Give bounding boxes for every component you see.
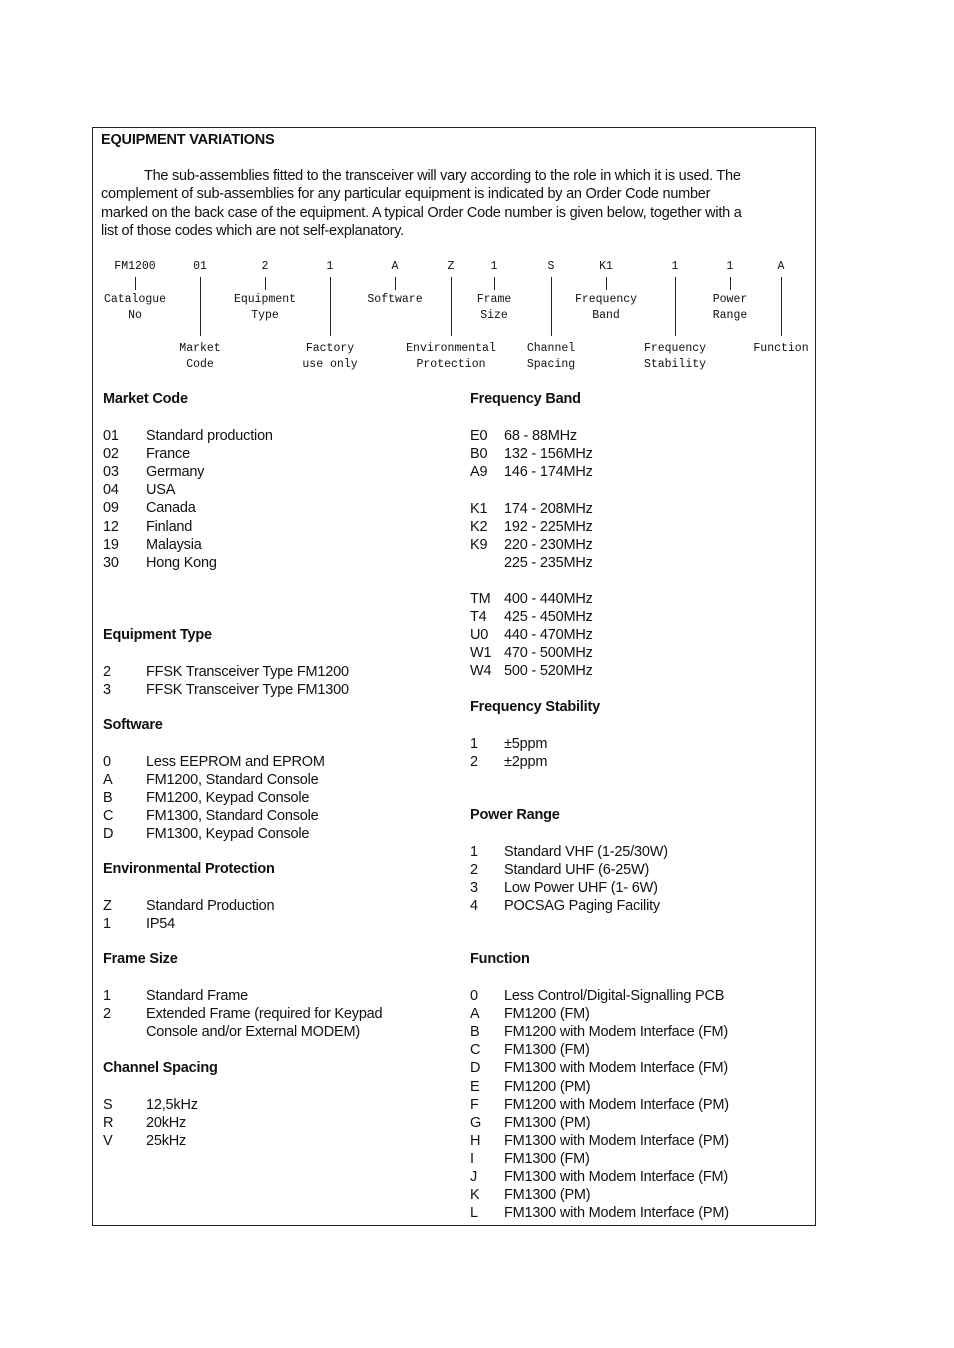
item-description: Extended Frame (required for Keypad: [146, 1006, 383, 1023]
item-description: POCSAG Paging Facility: [504, 898, 660, 915]
order-code-segment: FM1200: [114, 260, 156, 273]
item-description: Standard UHF (6-25W): [504, 862, 650, 879]
item-code: W4: [470, 663, 492, 679]
order-code-segment: 1: [671, 260, 679, 273]
section-heading: Power Range: [470, 807, 560, 823]
order-code-label: Spacing: [526, 358, 576, 371]
item-description: USA: [146, 482, 176, 499]
order-code-segment: 1: [726, 260, 734, 273]
item-description: 440 - 470MHz: [504, 627, 593, 643]
order-code-segment: 1: [326, 260, 334, 273]
order-code-label: Protection: [416, 358, 486, 371]
order-code-label: Factory: [305, 342, 355, 355]
item-code: D: [470, 1060, 481, 1077]
order-code-segment: 2: [261, 260, 269, 273]
item-code: 03: [103, 464, 119, 481]
connector-line: [451, 277, 452, 336]
item-code: 12: [103, 518, 119, 535]
item-description: IP54: [146, 916, 176, 933]
item-code: 2: [470, 754, 478, 771]
item-code: R: [103, 1115, 114, 1132]
order-code-label: Code: [186, 358, 214, 371]
order-code-segment: 01: [193, 260, 207, 273]
item-code: 3: [470, 880, 478, 897]
item-description: ±5ppm: [504, 736, 548, 752]
item-code: A: [470, 1006, 480, 1023]
item-code: 04: [103, 482, 119, 499]
item-code: S: [103, 1097, 113, 1113]
item-code: J: [470, 1169, 478, 1185]
item-code: Z: [103, 898, 112, 914]
item-description: FM1200, Standard Console: [146, 772, 319, 789]
section-heading: Frequency Stability: [470, 699, 600, 715]
connector-line: [551, 277, 552, 336]
item-description: FM1200 (FM): [504, 1006, 590, 1023]
order-code-label: Software: [367, 293, 423, 306]
item-description: FM1200 with Modem Interface (PM): [504, 1096, 729, 1113]
item-description: FM1300 with Modem Interface (FM): [504, 1060, 729, 1077]
item-description: FM1300 with Modem Interface (PM): [504, 1205, 729, 1222]
item-description: 192 - 225MHz: [504, 518, 593, 535]
order-code-label: Market: [179, 342, 221, 355]
section-heading: Market Code: [103, 391, 188, 407]
order-code-segment: A: [777, 260, 785, 273]
item-description: 470 - 500MHz: [504, 645, 593, 661]
connector-line: [494, 277, 495, 290]
item-code: T4: [470, 609, 487, 625]
item-description: FM1200 with Modem Interface (FM): [504, 1024, 729, 1041]
order-code-segment: K1: [599, 260, 613, 273]
item-code: 4: [470, 898, 478, 915]
section-heading: Function: [470, 951, 530, 967]
connector-line: [135, 277, 136, 290]
section-heading: Frequency Band: [470, 391, 581, 407]
item-description: FFSK Transceiver Type FM1200: [146, 664, 349, 680]
item-code: B: [103, 790, 113, 807]
item-description: 12,5kHz: [146, 1097, 198, 1113]
item-code: D: [103, 826, 114, 843]
section-heading: Equipment Type: [103, 627, 212, 643]
order-code-label: use only: [302, 358, 358, 371]
item-code: 0: [103, 754, 111, 770]
item-description: Malaysia: [146, 536, 202, 553]
item-code: 1: [470, 736, 478, 752]
item-description: 400 - 440MHz: [504, 591, 593, 607]
item-description: 132 - 156MHz: [504, 446, 593, 462]
item-description: FM1300 (PM): [504, 1187, 591, 1204]
item-description: 25kHz: [146, 1133, 187, 1150]
item-code: 09: [103, 500, 119, 517]
item-description: Low Power UHF (1- 6W): [504, 880, 658, 897]
order-code-label: Channel: [526, 342, 576, 355]
item-description: Standard Frame: [146, 988, 248, 1004]
order-code-label: Type: [251, 309, 279, 322]
item-code: K1: [470, 500, 488, 517]
item-description: FM1200, Keypad Console: [146, 790, 310, 807]
section-heading: Software: [103, 717, 163, 733]
item-code: C: [103, 808, 114, 825]
intro-paragraph: [101, 167, 807, 240]
item-description: 146 - 174MHz: [504, 464, 593, 480]
order-code-label: Range: [712, 309, 748, 322]
item-description: Console and/or External MODEM): [146, 1024, 360, 1041]
item-code: TM: [470, 591, 491, 607]
intro-line: list of those codes which are not self-explanatory.: [101, 222, 404, 239]
order-code-segment: S: [547, 260, 555, 273]
item-description: 174 - 208MHz: [504, 500, 593, 517]
order-code-label: Environmental: [406, 342, 496, 355]
item-description: FM1300 (FM): [504, 1042, 590, 1059]
item-code: W1: [470, 645, 492, 661]
section-heading: Frame Size: [103, 951, 178, 967]
item-code: 2: [103, 1006, 111, 1023]
order-code-label: No: [128, 309, 142, 322]
item-code: G: [470, 1114, 482, 1131]
item-description: FM1300 with Modem Interface (PM): [504, 1132, 729, 1149]
item-code: 01: [103, 428, 119, 444]
item-code: I: [470, 1150, 474, 1167]
connector-line: [675, 277, 676, 336]
item-description: FM1300, Standard Console: [146, 808, 319, 825]
item-description: Hong Kong: [146, 554, 217, 571]
item-description: Standard VHF (1-25/30W): [504, 844, 668, 860]
item-code: 02: [103, 446, 119, 463]
item-description: France: [146, 446, 190, 463]
item-description: 225 - 235MHz: [504, 555, 593, 571]
order-code-label: Frequency: [643, 342, 707, 355]
connector-line: [395, 277, 396, 290]
item-description: ±2ppm: [504, 754, 548, 771]
item-code: 1: [470, 844, 478, 860]
item-code: H: [470, 1132, 481, 1149]
item-description: 220 - 230MHz: [504, 537, 593, 553]
section-heading: Channel Spacing: [103, 1060, 218, 1076]
item-code: F: [470, 1096, 479, 1113]
item-code: 2: [103, 664, 111, 680]
item-description: Standard production: [146, 428, 273, 444]
item-code: 0: [470, 988, 478, 1004]
order-code-label: Size: [480, 309, 508, 322]
item-code: B: [470, 1024, 480, 1041]
item-code: A: [103, 772, 113, 789]
order-code-label: Frequency: [574, 293, 638, 306]
item-description: 20kHz: [146, 1115, 187, 1132]
item-description: Canada: [146, 500, 196, 517]
item-description: FM1300 (FM): [504, 1150, 590, 1167]
item-code: K: [470, 1187, 480, 1204]
item-description: 500 - 520MHz: [504, 663, 593, 679]
item-code: 1: [103, 916, 111, 933]
item-code: K2: [470, 518, 488, 535]
item-description: Standard Production: [146, 898, 275, 914]
page-title: EQUIPMENT VARIATIONS: [101, 132, 275, 148]
item-code: E: [470, 1078, 480, 1095]
connector-line: [781, 277, 782, 336]
item-description: FM1200 (PM): [504, 1078, 591, 1095]
item-description: 425 - 450MHz: [504, 609, 593, 625]
item-code: K9: [470, 537, 488, 553]
connector-line: [330, 277, 331, 336]
item-code: 30: [103, 554, 119, 571]
item-code: 3: [103, 682, 111, 699]
item-code: E0: [470, 428, 488, 444]
item-description: FM1300, Keypad Console: [146, 826, 310, 843]
item-code: 1: [103, 988, 111, 1004]
order-code-segment: Z: [447, 260, 455, 273]
intro-line: The sub-assemblies fitted to the transceiver will vary according to the role in which it is used. The: [144, 168, 741, 184]
order-code-label: Function: [753, 342, 809, 355]
item-description: Finland: [146, 518, 193, 535]
section-heading: Environmental Protection: [103, 861, 275, 877]
item-description: Less EEPROM and EPROM: [146, 754, 325, 770]
item-code: U0: [470, 627, 489, 643]
item-description: Germany: [146, 464, 205, 481]
item-description: FM1300 with Modem Interface (FM): [504, 1169, 729, 1185]
item-code: B0: [470, 446, 488, 462]
item-description: Less Control/Digital-Signalling PCB: [504, 988, 725, 1004]
order-code-segment: 1: [490, 260, 498, 273]
intro-line: complement of sub-assemblies for any particular equipment is indicated by an Order Code number: [101, 186, 711, 203]
item-code: 2: [470, 862, 478, 879]
item-code: V: [103, 1133, 113, 1150]
order-code-label: Band: [592, 309, 620, 322]
item-description: 68 - 88MHz: [504, 428, 577, 444]
item-description: FM1300 (PM): [504, 1114, 591, 1131]
item-code: C: [470, 1042, 481, 1059]
connector-line: [265, 277, 266, 290]
intro-line: marked on the back case of the equipment. A typical Order Code number is given below, together with a: [101, 204, 742, 221]
connector-line: [200, 277, 201, 336]
order-code-label: Stability: [643, 358, 707, 371]
item-code: 19: [103, 536, 119, 553]
order-code-label: Power: [712, 293, 748, 306]
connector-line: [606, 277, 607, 290]
order-code-label: Equipment: [233, 293, 297, 306]
order-code-segment: A: [391, 260, 399, 273]
item-description: FFSK Transceiver Type FM1300: [146, 682, 349, 699]
item-code: L: [470, 1205, 478, 1222]
order-code-label: Frame: [476, 293, 512, 306]
item-code: A9: [470, 464, 488, 480]
order-code-label: Catalogue: [103, 293, 167, 306]
connector-line: [730, 277, 731, 290]
